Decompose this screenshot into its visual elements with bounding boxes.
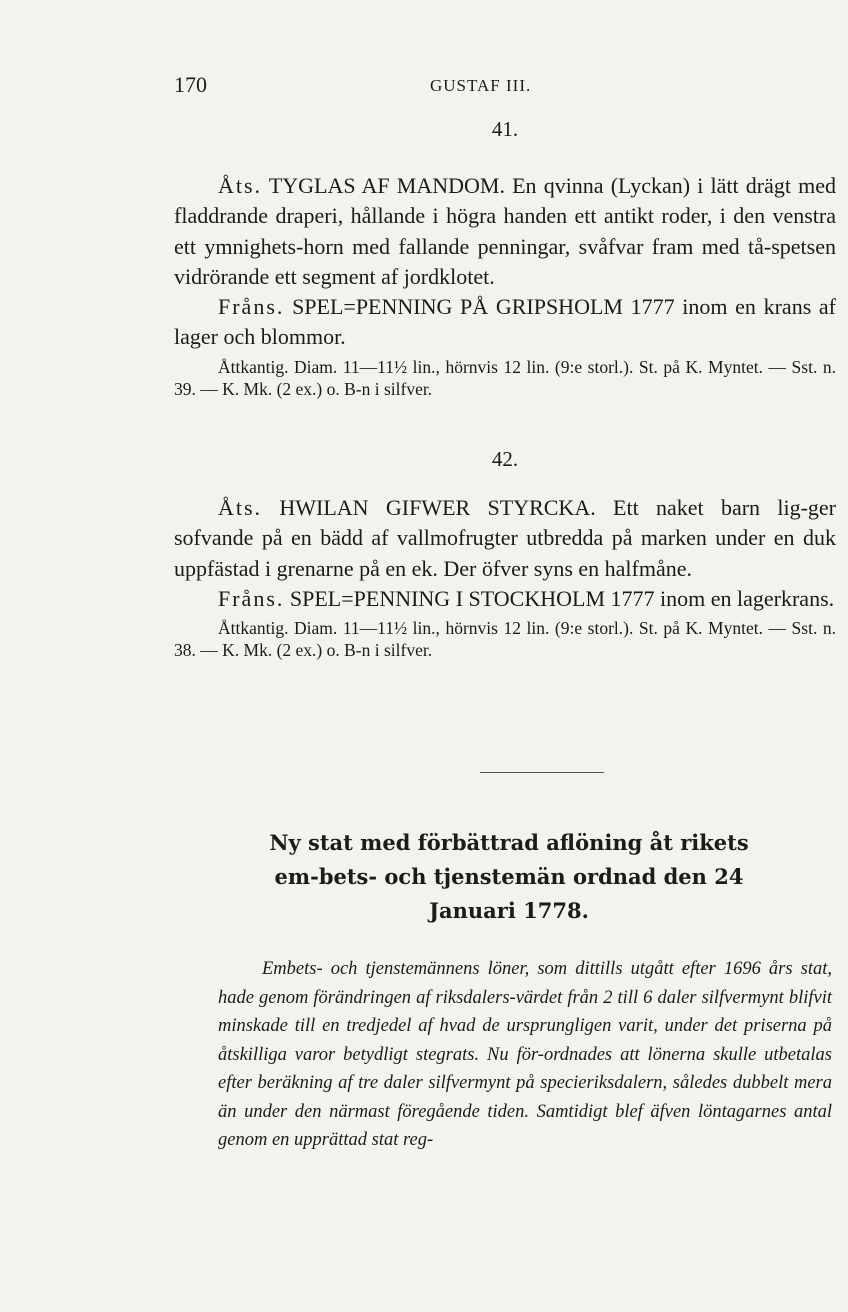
entry-number: 41. <box>491 117 519 141</box>
obverse-paragraph <box>174 171 836 292</box>
coin-description: Åttkantig. Diam. 11—11½ lin., hörnvis 12 lin. (9:e storl.). St. på K. Myntet. — Sst. n. 39. — K. Mk. (2 ex.) o. B-n i silfver. <box>174 356 836 399</box>
entry-41 <box>174 171 836 400</box>
obverse-text: HWILAN GIFWER STYRCKA. Ett naket barn lig-ger sofvande på en bädd af vallmofrugter utbredda på marken under en duk uppfästad i grenarne på en ek. Der öfver syns en halfmåne. <box>174 495 836 581</box>
reverse-label: Fråns. <box>218 294 285 320</box>
obverse-text: TYGLAS AF MANDOM. En qvinna (Lyckan) i lätt drägt med fladdrande draperi, hållande i högra handen ett antikt roder, i den venstra ett ymnighets-horn med fallande penningar, svåfvar fram med tå-spetsen vidrörande ett segment af jordklotet. <box>174 173 836 289</box>
running-title: GUSTAF III. <box>430 76 532 95</box>
reverse-paragraph <box>174 292 836 353</box>
coin-description: Åttkantig. Diam. 11—11½ lin., hörnvis 12 lin. (9:e storl.). St. på K. Myntet. — Sst. n. 38. — K. Mk. (2 ex.) o. B-n i silfver. <box>174 618 836 661</box>
section-divider <box>480 772 604 773</box>
entry-42 <box>174 493 836 661</box>
obverse-label: Åts. <box>218 495 263 520</box>
page-number: 170 <box>174 72 207 97</box>
obverse-paragraph <box>174 493 836 584</box>
reverse-text: SPEL=PENNING I STOCKHOLM 1777 inom en lagerkrans. <box>289 585 835 611</box>
entry-number: 42. <box>491 447 519 471</box>
section-text: Embets- och tjenstemännens löner, som dittills utgått efter 1696 års stat, hade genom förändringen af riksdalers-värdet från 2 till 6 daler silfvermynt blifvit minskade till en tredjedel af hvad de ursprungligen varit, under det priserna på åtskilliga varor betydligt stegrats. Nu för-ordnades att lönerna skulle utbetalas efter beräkning af tre daler silfvermynt på specieriksdalern, således dubbelt mera än under den närmast föregående tiden. Samtidigt blef äfven löntagarnes antal genom en upprättad stat reg- <box>218 959 832 1150</box>
obverse-label: Åts. <box>218 173 263 198</box>
page-header <box>174 72 676 102</box>
reverse-label: Fråns. <box>218 585 285 611</box>
section-heading: Ny stat med förbättrad aflöning åt rikets em-bets- och tjenstemän ordnad den 24 Januari 1778. <box>269 830 749 923</box>
reverse-text: SPEL=PENNING PÅ GRIPSHOLM 1777 inom en krans af lager och blommor. <box>174 294 837 350</box>
reverse-paragraph <box>174 584 836 614</box>
